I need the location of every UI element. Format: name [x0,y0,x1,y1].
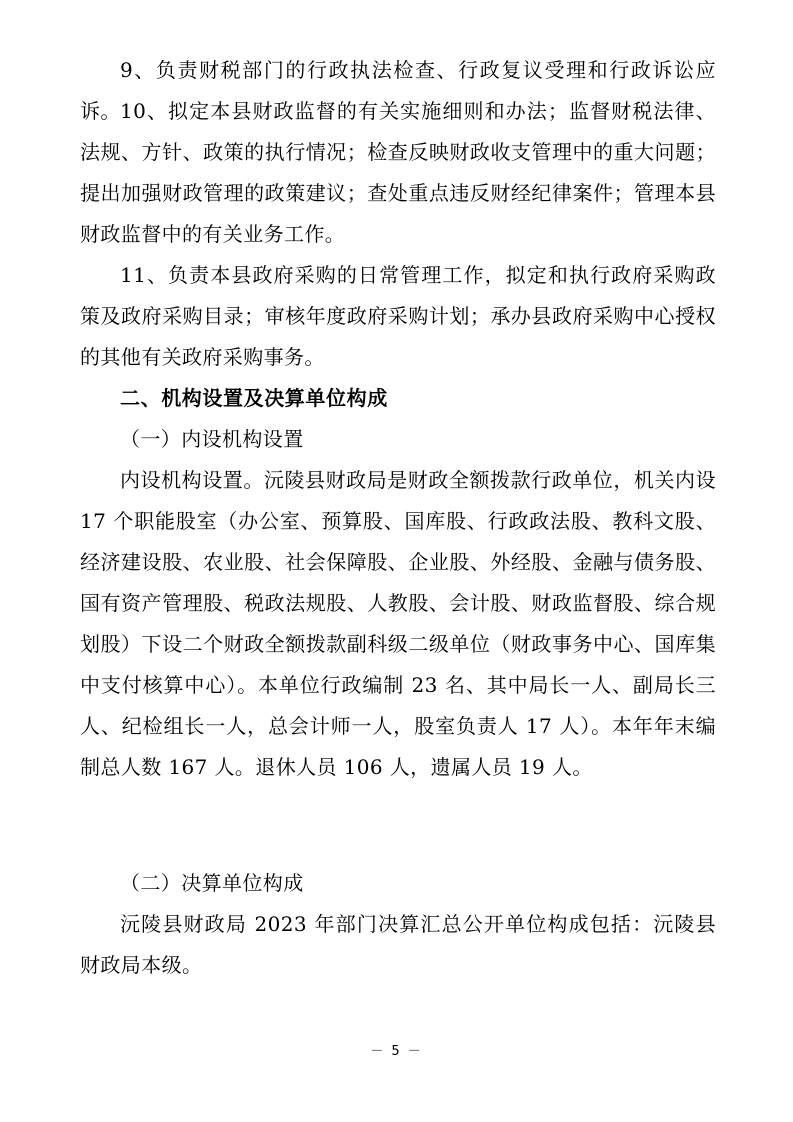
paragraph-unit-composition: 沅陵县财政局 2023 年部门决算汇总公开单位构成包括：沅陵县财政局本级。 [80,912,716,977]
paragraph-item-9: 9、负责财税部门的行政执法检查、行政复议受理和行政诉讼应诉。 [80,58,716,123]
subsection-heading-internal-structure: （一）内设机构设置 [120,427,304,451]
paragraph-item-11: 11、负责本县政府采购的日常管理工作，拟定和执行政府采购政策及政府采购目录；审核年度政府采购计划；承办县政府采购中心授权的其他有关政府采购事务。 [80,263,716,369]
page-number: － 5 － [370,1044,423,1059]
paragraph-internal-structure: 内设机构设置。沅陵县财政局是财政全额拨款行政单位，机关内设 17 个职能股室（办公室、预算股、国库股、行政政法股、教科文股、经济建设股、农业股、社会保障股、企业股、外经股、金融与债务股、国有资产管理股、税政法规股、人教股、会计股、财政监督股、综合规划股）下设二个财政全额拨款副科级二级单位（财政事务中心、国库集中支付核算中心）。本单位行政编制 23 名、其中局长一人、副局长三人、纪检组长一人，总会计师一人，股室负责人 17 人）。本年年末编制总人数 167 人。退休人员 106 人，遗属人员 19 人。 [80,468,716,779]
subsection-heading-unit-composition: （二）决算单位构成 [120,871,304,895]
paragraph-item-10: 10、拟定本县财政监督的有关实施细则和办法；监督财税法律、法规、方针、政策的执行情况；检查反映财政收支管理中的重大问题；提出加强财政管理的政策建议；查处重点违反财经纪律案件；管理本县财政监督中的有关业务工作。 [80,99,716,246]
section-heading: 二、机构设置及决算单位构成 [120,386,388,410]
